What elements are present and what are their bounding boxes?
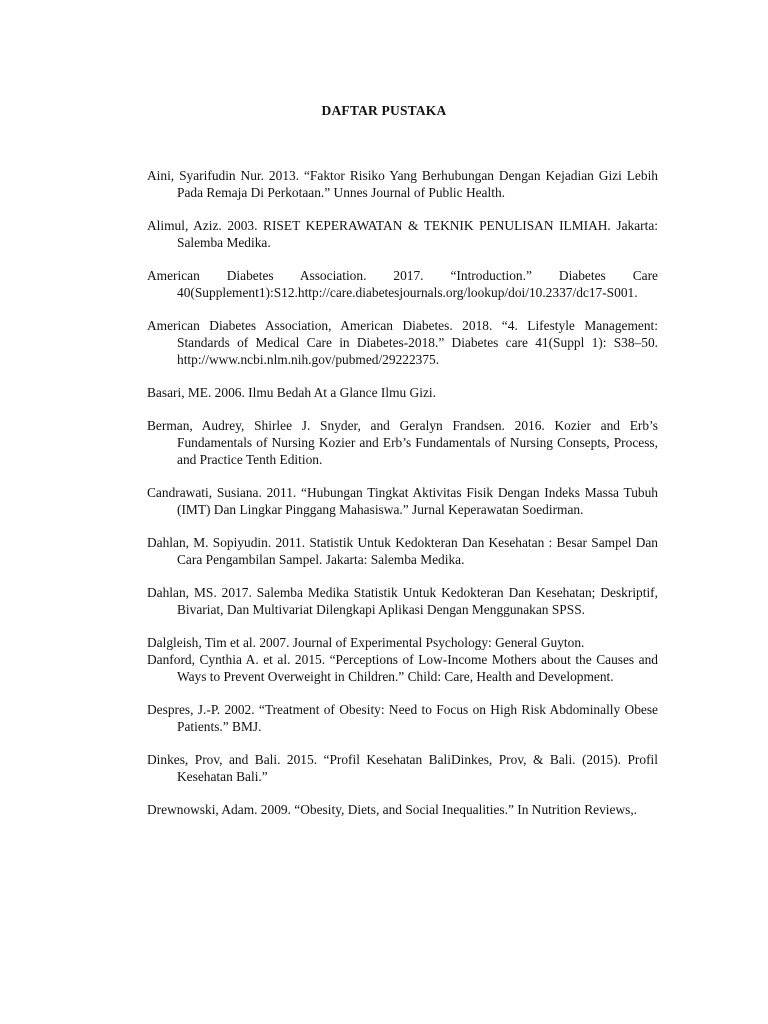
- reference-entry: American Diabetes Association, American Diabetes. 2018. “4. Lifestyle Management: Standards of Medical Care in Diabetes-2018.” Diabetes care 41(Suppl 1): S38–50. http://www.ncbi.nlm.nih.gov/pubmed/29222375.: [147, 318, 658, 367]
- reference-entry: Alimul, Aziz. 2003. RISET KEPERAWATAN & TEKNIK PENULISAN ILMIAH. Jakarta: Salemba Medika.: [147, 218, 658, 250]
- reference-entry: Candrawati, Susiana. 2011. “Hubungan Tingkat Aktivitas Fisik Dengan Indeks Massa Tubuh (IMT) Dan Lingkar Pinggang Mahasiswa.” Jurnal Keperawatan Soedirman.: [147, 485, 658, 517]
- reference-entry: Danford, Cynthia A. et al. 2015. “Perceptions of Low-Income Mothers about the Causes and Ways to Prevent Overweight in Children.” Child: Care, Health and Development.: [147, 652, 658, 684]
- reference-entry: Dalgleish, Tim et al. 2007. Journal of Experimental Psychology: General Guyton.: [147, 635, 585, 650]
- page-title: DAFTAR PUSTAKA: [321, 103, 447, 118]
- reference-entry: Aini, Syarifudin Nur. 2013. “Faktor Risiko Yang Berhubungan Dengan Kejadian Gizi Lebih Pada Remaja Di Perkotaan.” Unnes Journal of Public Health.: [147, 168, 658, 200]
- reference-entry: Dahlan, MS. 2017. Salemba Medika Statistik Untuk Kedokteran Dan Kesehatan; Deskriptif, Bivariat, Dan Multivariat Dilengkapi Aplikasi Dengan Menggunakan SPSS.: [147, 585, 658, 617]
- reference-entry: Dinkes, Prov, and Bali. 2015. “Profil Kesehatan BaliDinkes, Prov, & Bali. (2015). Profil Kesehatan Bali.”: [147, 752, 658, 784]
- reference-entry: Despres, J.-P. 2002. “Treatment of Obesity: Need to Focus on High Risk Abdominally Obese Patients.” BMJ.: [147, 702, 658, 734]
- reference-entry: Drewnowski, Adam. 2009. “Obesity, Diets, and Social Inequalities.” In Nutrition Reviews,.: [147, 802, 638, 817]
- reference-entry: Basari, ME. 2006. Ilmu Bedah At a Glance Ilmu Gizi.: [147, 385, 436, 400]
- reference-entry: Berman, Audrey, Shirlee J. Snyder, and Geralyn Frandsen. 2016. Kozier and Erb’s Fundamentals of Nursing Kozier and Erb’s Fundamentals of Nursing Consepts, Process, and Practice Tenth Edition.: [147, 418, 658, 467]
- reference-entry: Dahlan, M. Sopiyudin. 2011. Statistik Untuk Kedokteran Dan Kesehatan : Besar Sampel Dan Cara Pengambilan Sampel. Jakarta: Salemba Medika.: [147, 535, 658, 567]
- reference-list: [147, 167, 658, 834]
- reference-entry: American Diabetes Association. 2017. “Introduction.” Diabetes Care 40(Supplement1):S12.http://care.diabetesjournals.org/lookup/doi/10.2337/dc17-S001.: [147, 268, 658, 300]
